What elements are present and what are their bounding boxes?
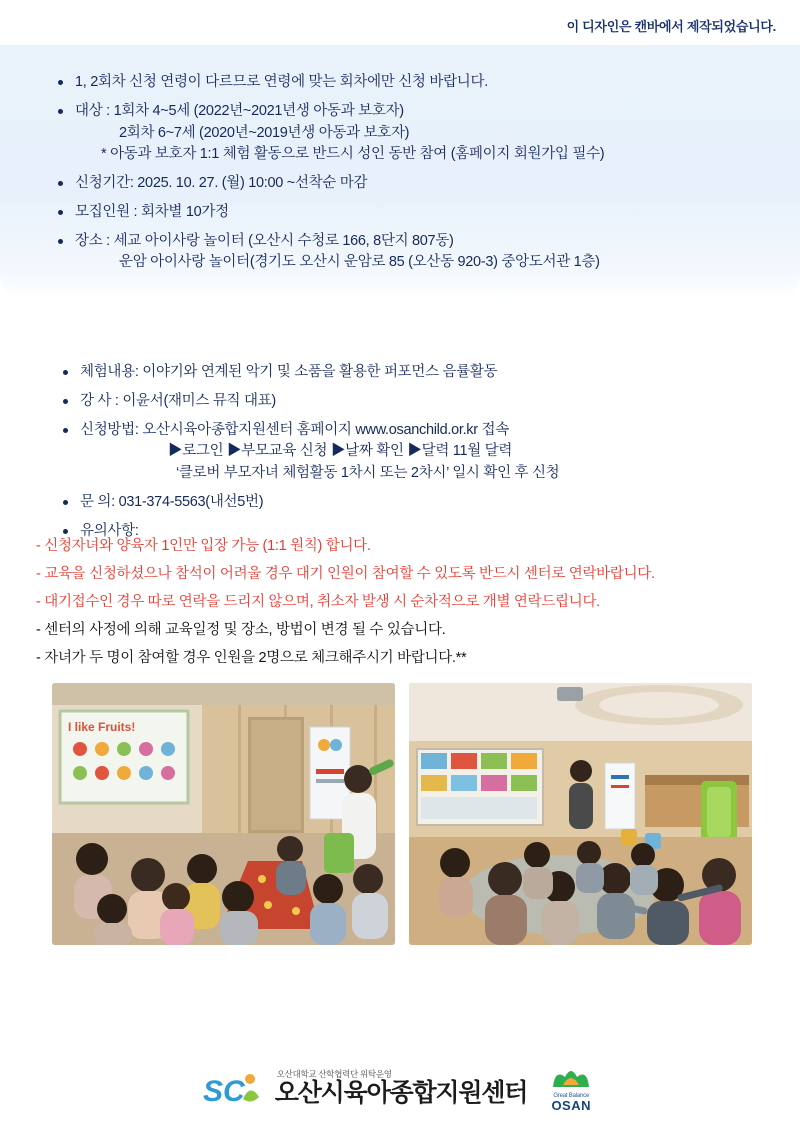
notice-line-1: - 신청자녀와 양육자 1인만 입장 가능 (1:1 원칙) 합니다. bbox=[36, 538, 371, 554]
notice-line-4: - 센터의 사정에 의해 교육일정 및 장소, 방법이 변경 될 수 있습니다. bbox=[36, 622, 446, 639]
notice-line-2: - 교육을 신청하셨으나 참석이 어려울 경우 대기 인원이 참여할 수 있도록 반드시 센터로 연락바랍니다. bbox=[36, 566, 655, 583]
osan-emblem-icon bbox=[545, 1063, 597, 1093]
info-text-sub: 2회차 6~7세 (2020년~2019년생 아동과 보호자) bbox=[119, 124, 410, 141]
center-logo-text bbox=[275, 1068, 527, 1106]
classroom-activity-illustration bbox=[52, 683, 395, 945]
detail-item-contact bbox=[60, 492, 760, 514]
info-text: 신청기간: 2025. 10. 27. (월) 10:00 ~선착순 마감 bbox=[75, 175, 368, 191]
program-detail-list bbox=[60, 362, 760, 549]
detail-text: 신청방법: 오산시육아종합지원센터 홈페이지 www.osanchild.or.kr 접속 bbox=[80, 421, 509, 438]
playroom-activity-illustration bbox=[409, 683, 752, 945]
detail-text-steps: ▶로그인 ▶부모교육 신청 ▶날짜 확인 ▶달력 11월 달력 bbox=[168, 443, 513, 460]
detail-item-apply-method bbox=[60, 420, 760, 485]
svg-text:SC: SC bbox=[202, 1074, 245, 1108]
osan-wordmark: OSAN bbox=[551, 1098, 591, 1113]
detail-item-content bbox=[60, 362, 760, 384]
info-item-period bbox=[55, 173, 755, 195]
activity-photo-1 bbox=[52, 683, 395, 945]
osan-slogan: Great Balance bbox=[553, 1093, 590, 1099]
detail-text: 강 사 : 이윤서(재미스 뮤직 대표) bbox=[80, 392, 276, 409]
detail-text: 문 의: 031-374-5563(내선5번) bbox=[80, 493, 264, 510]
logo-subtitle: 오산대학교 산학협력단 위탁운영 bbox=[276, 1069, 392, 1080]
detail-text: 체험내용: 이야기와 연계된 악기 및 소품을 활용한 퍼포먼스 음률활동 bbox=[80, 364, 498, 380]
center-logo-icon bbox=[203, 1065, 265, 1111]
notice-line-5: - 자녀가 두 명이 참여할 경우 인원을 2명으로 체크해주시기 바랍니다.** bbox=[36, 650, 467, 667]
info-text: 장소 : 세교 아이사랑 놀이터 (오산시 수청로 166, 8단지 807동) bbox=[75, 232, 454, 249]
info-text-note: * 아동과 보호자 1:1 체험 활동으로 반드시 성인 동반 참여 (홈페이지 회원가입 필수) bbox=[101, 146, 605, 163]
info-item-age-notice bbox=[55, 72, 755, 94]
detail-item-instructor bbox=[60, 391, 760, 413]
info-text: 모집인원 : 회차별 10가정 bbox=[75, 203, 229, 220]
top-info-list bbox=[55, 72, 755, 281]
photo-gallery bbox=[52, 683, 752, 945]
detail-text: 유의사항: bbox=[80, 522, 139, 539]
canva-watermark: 이 디자인은 캔바에서 제작되었습니다. bbox=[566, 19, 776, 34]
footer-logo-area bbox=[0, 1063, 800, 1112]
info-text: 대상 : 1회차 4~5세 (2022년~2021년생 아동과 보호자) bbox=[75, 102, 404, 119]
info-item-capacity bbox=[55, 202, 755, 224]
activity-photo-2 bbox=[409, 683, 752, 945]
info-text-sub: 운암 아이사랑 놀이터(경기도 오산시 운암로 85 (오산동 920-3) 중앙도서관 1층) bbox=[119, 254, 600, 271]
osan-city-logo bbox=[545, 1063, 597, 1112]
notice-line-3: - 대기접수인 경우 따로 연락을 드리지 않으며, 취소자 발생 시 순차적으로 개별 연락드립니다. bbox=[36, 594, 600, 611]
info-item-target bbox=[55, 101, 755, 166]
detail-text-program: ‘클로버 부모자녀 체험활동 1차시 또는 2차시’ 일시 확인 후 신청 bbox=[176, 465, 560, 481]
info-item-location bbox=[55, 231, 755, 275]
notice-block bbox=[36, 536, 776, 676]
logo-title: 오산시육아종합지원센터 bbox=[274, 1079, 528, 1108]
svg-text:I like Fruits!: I like Fruits! bbox=[68, 720, 136, 734]
info-text: 1, 2회차 신청 연령이 다르므로 연령에 맞는 회차에만 신청 바랍니다. bbox=[75, 74, 488, 90]
